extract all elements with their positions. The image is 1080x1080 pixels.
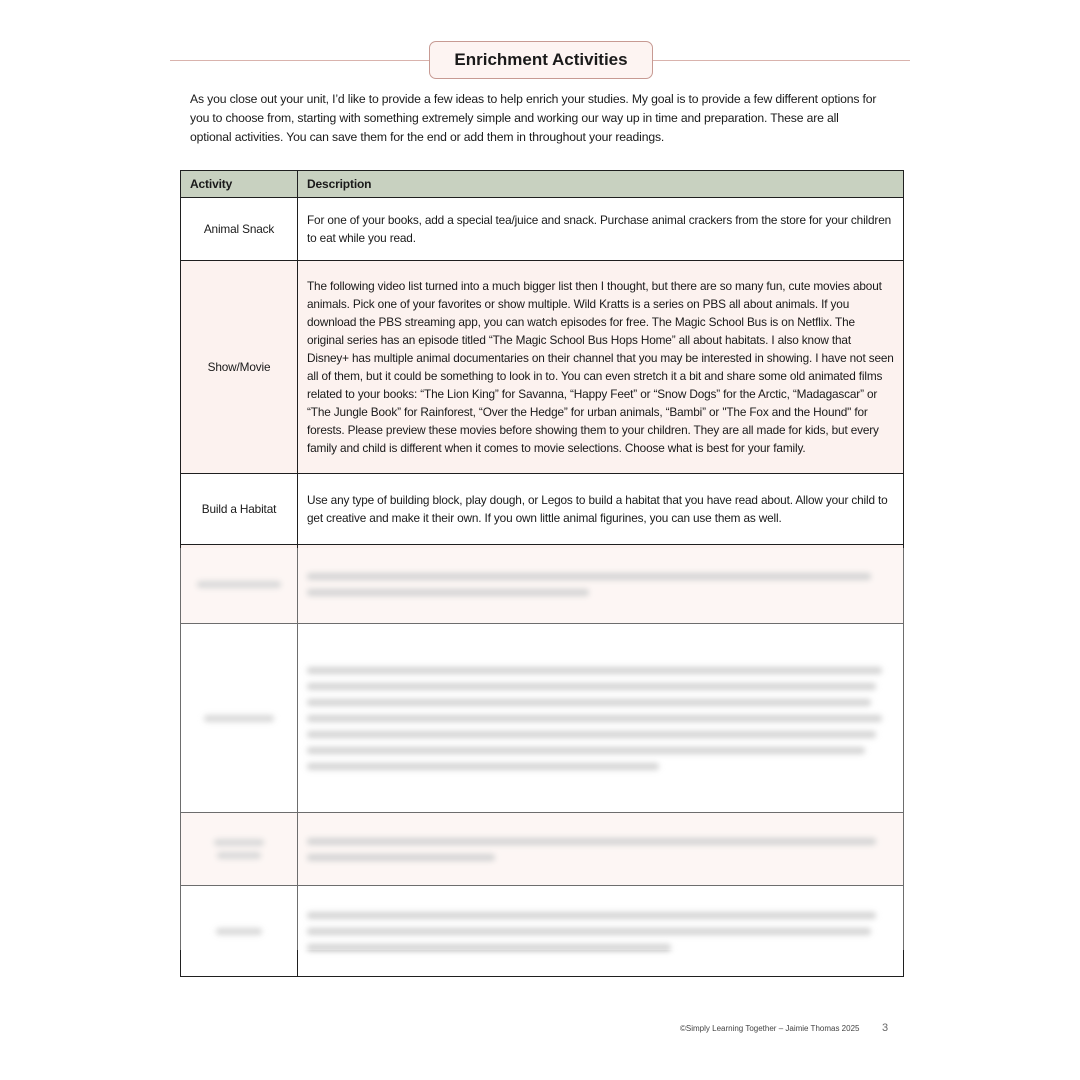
table-row (181, 261, 904, 474)
blurred-activity (181, 813, 298, 886)
blurred-description (298, 813, 904, 886)
activity-name: Animal Snack (181, 198, 298, 261)
blurred-table-row (181, 624, 904, 813)
page-title: Enrichment Activities (429, 41, 653, 79)
activity-description: Use any type of building block, play dough, or Legos to build a habitat that you have read about. Allow your child to get creative and make it their own. If you own little animal figurines, you can use them as well. (298, 474, 904, 545)
activity-description: For one of your books, add a special tea/juice and snack. Purchase animal crackers from the store for your children to eat while you read. (298, 198, 904, 261)
activity-description: The following video list turned into a much bigger list then I thought, but there are so many fun, cute movies about animals. Pick one of your favorites or show multiple. Wild Kratts is a series on PBS all about animals. If you download the PBS streaming app, you can watch episodes for free. The Magic School Bus is on Netflix. The original series has an episode titled “The Magic School Bus Hops Home” all about habitats. I also know that Disney+ has multiple animal documentaries on their channel that you may be interested in showing. I have not seen all of them, but it could be something to look in to. You can even stretch it a bit and share some old animated films related to your books: “The Lion King” for Savanna, “Happy Feet” or “Snow Dogs” for the Arctic, “Madagascar” or “The Jungle Book” for Rainforest, “Over the Hedge” for urban animals, “Bambi” or "The Fox and the Hound" for forests. Please preview these movies before showing them to your children. They are all made for kids, but every family and child is different when it comes to movie selections. Choose what is best for your family. (298, 261, 904, 474)
activity-name: Show/Movie (181, 261, 298, 474)
blurred-description (298, 624, 904, 813)
table-header-row (181, 171, 904, 198)
intro-text: As you close out your unit, I’d like to provide a few ideas to help enrich your studies. My goal is to provide a few different options for you to choose from, starting with something extremely simple and working our way up in time and preparation. These are all optional activities. You can save them for the end or add them in throughout your readings. (190, 92, 877, 144)
copyright-footer: ©Simply Learning Together – Jaimie Thomas 2025 (680, 1024, 860, 1033)
blurred-description (298, 545, 904, 624)
blurred-activity (181, 624, 298, 813)
blurred-table-row (181, 886, 904, 977)
table-row (181, 198, 904, 261)
page-number: 3 (882, 1022, 889, 1034)
header-description: Description (298, 171, 904, 198)
intro-paragraph (190, 90, 880, 147)
blurred-activity (181, 545, 298, 624)
table-row (181, 474, 904, 545)
blurred-table-row (181, 545, 904, 624)
header-activity: Activity (181, 171, 298, 198)
blurred-description (298, 886, 904, 977)
blurred-table-row (181, 813, 904, 886)
activities-table (180, 170, 904, 977)
activity-name: Build a Habitat (181, 474, 298, 545)
blurred-activity (181, 886, 298, 977)
